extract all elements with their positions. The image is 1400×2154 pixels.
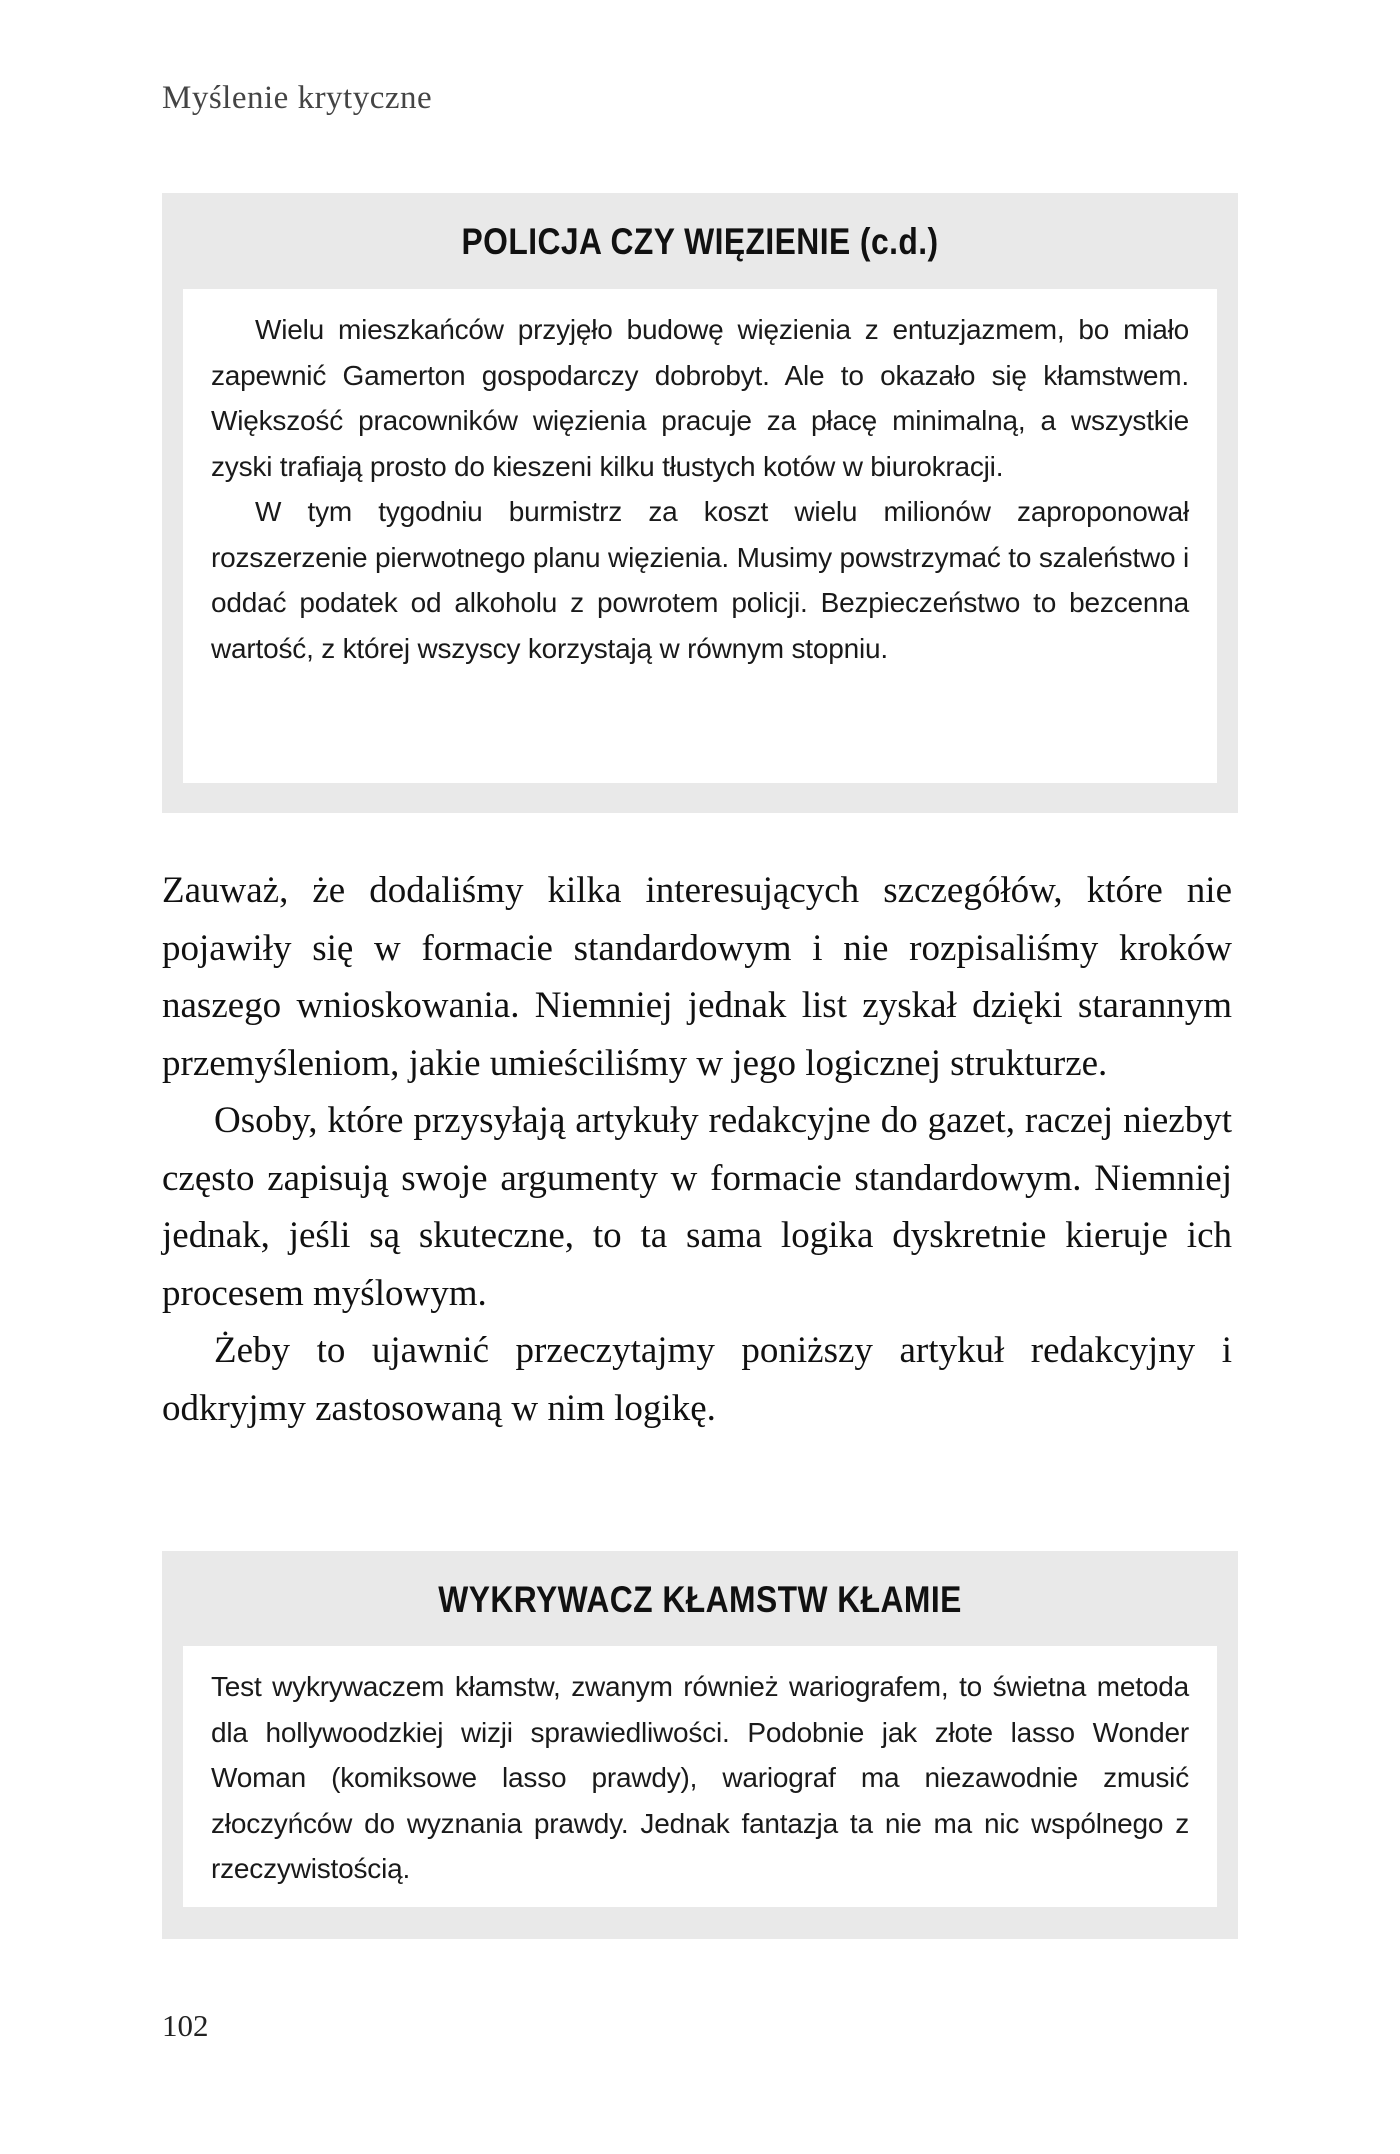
sidebar-box-wykrywacz xyxy=(162,1551,1238,1939)
body-text xyxy=(162,862,1232,1437)
box-paragraph: W tym tygodniu burmistrz za koszt wielu milionów zaproponował rozszerzenie pierwotnego planu więzienia. Musimy powstrzymać to szaleństwo i oddać podatek od alkoholu z powrotem policji. Bezpieczeństwo to bezcenna wartość, z której wszyscy korzystają w równym stopniu. xyxy=(211,496,1189,664)
box-inner-content xyxy=(183,1646,1217,1907)
running-head: Myślenie krytyczne xyxy=(162,80,433,116)
box-title: WYKRYWACZ KŁAMSTW KŁAMIE xyxy=(438,1579,962,1620)
sidebar-box-policja xyxy=(162,193,1238,813)
box-title: POLICJA CZY WIĘZIENIE (c.d.) xyxy=(461,221,939,262)
body-paragraph: Zauważ, że dodaliśmy kilka interesujących szczegółów, które nie pojawiły się w formacie standardowym i nie rozpisaliśmy kroków naszego wnioskowania. Niemniej jednak list zyskał dzięki starannym przemyśleniom, jakie umieściliśmy w jego logicznej strukturze. xyxy=(162,870,1232,1084)
box-paragraph: Wielu mieszkańców przyjęło budowę więzienia z entuzjazmem, bo miało zapewnić Gamerton gospodarczy dobrobyt. Ale to okazało się kłamstwem. Większość pracowników więzienia pracuje za płacę minimalną, a wszystkie zyski trafiają prosto do kieszeni kilku tłustych kotów w biurokracji. xyxy=(211,314,1189,482)
body-paragraph: Żeby to ujawnić przeczytajmy poniższy artykuł redakcyjny i odkryjmy zastosowaną w nim logikę. xyxy=(162,1330,1232,1429)
box-inner-content xyxy=(183,289,1217,783)
body-paragraph: Osoby, które przysyłają artykuły redakcyjne do gazet, raczej niezbyt często zapisują swoje argumenty w formacie standardowym. Niemniej jednak, jeśli są skuteczne, to ta sama logika dyskretnie kieruje ich procesem myślowym. xyxy=(162,1100,1232,1314)
page-number: 102 xyxy=(162,2008,209,2043)
box-paragraph: Test wykrywaczem kłamstw, zwanym również wariografem, to świetna metoda dla hollywoodzkiej wizji sprawiedliwości. Podobnie jak złote lasso Wonder Woman (komiksowe lasso prawdy), wariograf ma niezawodnie zmusić złoczyńców do wyznania prawdy. Jednak fantazja ta nie ma nic wspólnego z rzeczywistością. xyxy=(211,1671,1189,1884)
